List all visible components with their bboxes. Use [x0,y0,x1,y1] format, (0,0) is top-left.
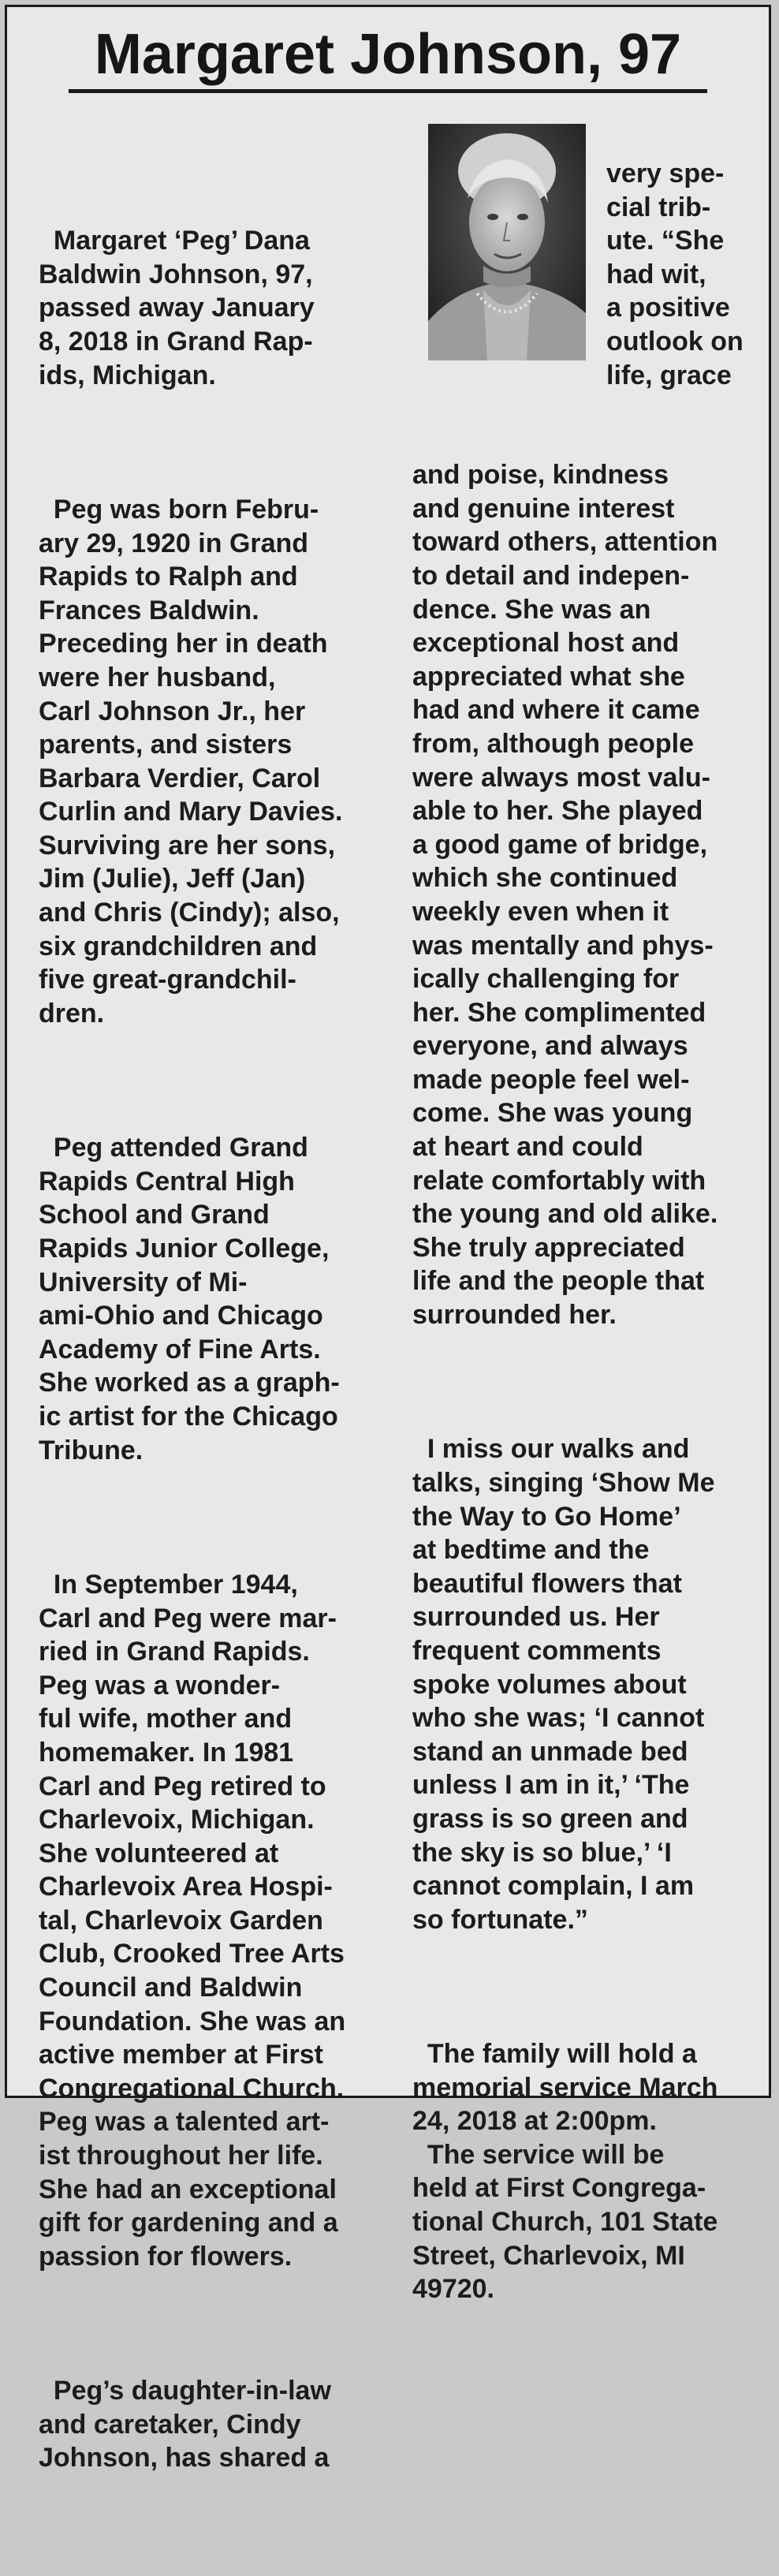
headline: Margaret Johnson, 97 [94,23,682,86]
obituary-clipping [5,5,771,2473]
paragraph-memories: I miss our walks and talks, singing ‘Show Me the Way to Go Home’ at bedtime and the beautiful flowers that surrounded us. Her frequent comments spoke volumes about who she was; ‘I cannot stand an unmade bed unless I am in it,’ ‘The grass is so green and the sky is so blue,’ ‘I cannot complain, I am so fortunate.” [412,1434,715,1935]
paragraph-tribute-intro: Peg’s daughter-in-law and caretaker, Cindy Johnson, has shared a [39,2376,331,2473]
paragraph-marriage: In September 1944, Carl and Peg were mar- ried in Grand Rapids. Peg was a wonder- ful wife, mother and homemaker. In 1981 Carl and Peg retired to Charlevoix, Michigan. She volunteered at Charlevoix Area Hospi- tal, Charlevoix Garden Club, Crooked Tree Arts Council and Baldwin Foundation. She was an active member at First Congregational Church. Peg was a talented art- ist throughout her life. She had an exceptional gift for gardening and a passion for flowers. [39,1569,346,2272]
portrait-photo-icon [428,124,586,360]
paragraph-service-details: The family will hold a memorial service March 24, 2018 at 2:00pm. The service will be held at First Congrega- tional Church, 101 State Street, Charlevoix, MI 49720. [412,2039,718,2305]
paragraph-education: Peg attended Grand Rapids Central High School and Grand Rapids Junior College, University of Mi- ami-Ohio and Chicago Academy of Fine Arts. She worked as a graph- ic artist for the Chicago Tribune. [39,1133,340,1465]
left-column [39,157,345,2576]
headline-underline [69,89,707,93]
paragraph-tribute-quote: and poise, kindness and genuine interest toward others, attention to detail and indepen- dence. She was an exceptional host and appreciated what she had and where it came from, although people were always most valu- able to her. She played a good game of bridge, which she continued weekly even when it was mentally and phys- ically challenging for her. She complimented everyone, and always made people feel wel- come. She was young at heart and could relate comfortably with the young and old alike. She truly appreciated life and the people that surrounded her. [412,460,718,1331]
paragraph-family: Peg was born Febru- ary 29, 1920 in Grand Rapids to Ralph and Frances Baldwin. Preceding her in death were her husband, Carl Johnson Jr., her parents, and sisters Barbara Verdier, Carol Curlin and Mary Davies. Surviving are her sons, Jim (Julie), Jeff (Jan) and Chris (Cindy); also, six grandchildren and five great-grandchil- dren. [39,494,343,1029]
right-column-beside-photo: very spe- cial trib- ute. “She had wit, a positive outlook on life, grace [606,159,744,390]
right-column [412,391,718,2407]
paragraph-death-notice: Margaret ‘Peg’ Dana Baldwin Johnson, 97, passed away January 8, 2018 in Grand Rap- ids, Michigan. [39,226,315,390]
